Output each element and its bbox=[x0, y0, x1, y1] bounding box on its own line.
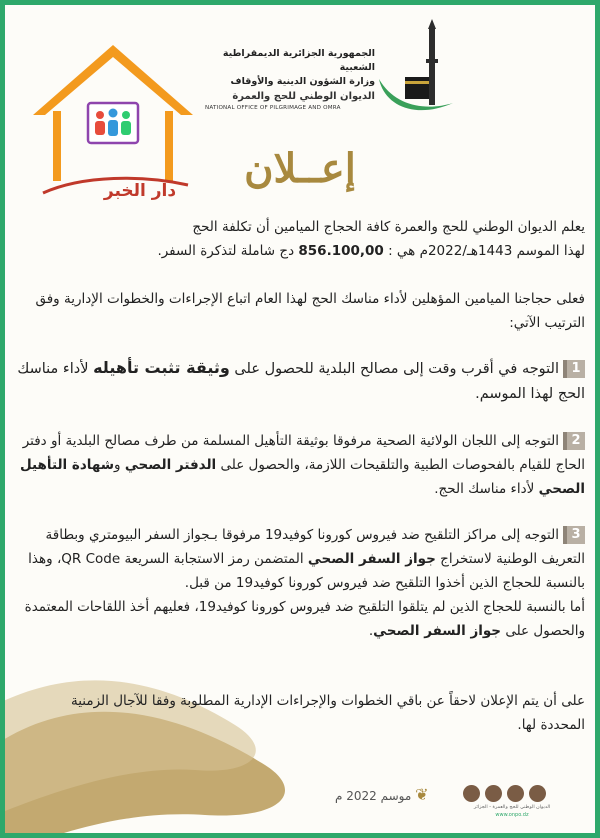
step-number-badge: 1 bbox=[563, 360, 585, 378]
facebook-icon[interactable] bbox=[463, 785, 480, 802]
step-3-continuation bbox=[17, 595, 585, 643]
season-label bbox=[335, 785, 429, 804]
step-emphasis: جواز السفر الصحي bbox=[373, 623, 502, 639]
step-text: و bbox=[114, 457, 125, 473]
step-1 bbox=[17, 355, 585, 407]
intro-season-text: لهذا الموسم 1443هـ/2022م هي : bbox=[383, 243, 585, 259]
step-emphasis: وثيقة تثبت تأهيله bbox=[93, 358, 230, 377]
social-caption: الديوان الوطني للحج والعمرة - الجزائر bbox=[473, 805, 551, 810]
org-office-arabic: الديوان الوطني للحج والعمرة bbox=[232, 91, 375, 102]
organization-header bbox=[205, 47, 375, 111]
social-icons bbox=[463, 785, 563, 805]
step-text: التوجه إلى مراكز التلقيح ضد فيروس كورونا كوفيد19 مرفوقا بـجواز السفر البيومتري وبطاقة التعريف الوطنية لاستخراج bbox=[45, 527, 585, 567]
twitter-icon[interactable] bbox=[507, 785, 524, 802]
closing-paragraph: على أن يتم الإعلان لاحقاً عن باقي الخطوات والإجراءات الإدارية المطلوبة وفقا للآجال الزمنية المحددة لها. bbox=[70, 693, 585, 733]
house-logo-title: دار الخبر bbox=[103, 181, 177, 201]
org-office-english: NATIONAL OFFICE OF PILGRIMAGE AND OMRA bbox=[205, 105, 341, 111]
minaret-kaaba-logo bbox=[377, 19, 457, 129]
youtube-icon[interactable] bbox=[485, 785, 502, 802]
step-emphasis: شهادة التأهيل الصحي bbox=[19, 457, 585, 497]
step-emphasis: الدفتر الصحي bbox=[124, 457, 217, 473]
intro-line-2 bbox=[45, 239, 585, 263]
step-text: التوجه إلى اللجان الولائية الصحية مرفوقا بوثيقة التأهيل المسلمة من طرف مصالح البلدية أو دفتر الحاج للقيام بالفحوصات الطبية والتلقيحات اللازمة، والحصول على bbox=[22, 433, 585, 473]
step-text: . bbox=[368, 623, 374, 639]
leaf-icon: ❦ bbox=[415, 785, 429, 804]
website-link[interactable]: www.onpo.dz bbox=[495, 812, 529, 818]
org-republic: الجمهورية الجزائرية الديمقراطية الشعبية bbox=[222, 48, 375, 73]
cost-amount: 856.100,00 bbox=[298, 243, 384, 259]
lead-paragraph: فعلى حجاجنا الميامين المؤهلين لأداء مناسك الحج لهذا العام اتباع الإجراءات والخطوات الإدارية وفق الترتيب الآتي: bbox=[35, 291, 585, 331]
intro-currency-text: دج شاملة لتذكرة السفر. bbox=[157, 243, 299, 259]
step-text: التوجه في أقرب وقت إلى مصالح البلدية للحصول على bbox=[229, 361, 559, 377]
step-3 bbox=[17, 523, 585, 643]
step-emphasis: جواز السفر الصحي bbox=[307, 551, 436, 567]
step-text: المتضمن رمز الاستجابة السريعة QR Code، وهذا بالنسبة للحجاج الذين أخذوا التلقيح ضد فيروس كورونا كوفيد19 من قبل. bbox=[28, 551, 585, 591]
org-ministry: وزارة الشؤون الدينية والأوقاف bbox=[230, 76, 375, 87]
intro-line-1: يعلم الديوان الوطني للحج والعمرة كافة الحجاج الميامين أن تكلفة الحج bbox=[192, 219, 585, 235]
document-content bbox=[5, 5, 595, 833]
step-text: لأداء مناسك الحج لهذا الموسم. bbox=[17, 361, 585, 402]
intro-paragraph bbox=[45, 215, 585, 263]
step-2 bbox=[17, 429, 585, 501]
season-text: موسم 2022 م bbox=[335, 789, 412, 803]
gold-ribbon-decoration bbox=[5, 645, 305, 833]
step-number-badge: 3 bbox=[563, 526, 585, 544]
step-text: أما بالنسبة للحجاج الذين لم يتلقوا التلقيح ضد فيروس كورونا كوفيد19، فعليهم أخذ اللقاحات المعتمدة والحصول على bbox=[24, 599, 585, 639]
step-text: لأداء مناسك الحج. bbox=[434, 481, 539, 497]
instagram-icon[interactable] bbox=[529, 785, 546, 802]
step-number-badge: 2 bbox=[563, 432, 585, 450]
announcement-title: إعــلان bbox=[244, 145, 356, 192]
